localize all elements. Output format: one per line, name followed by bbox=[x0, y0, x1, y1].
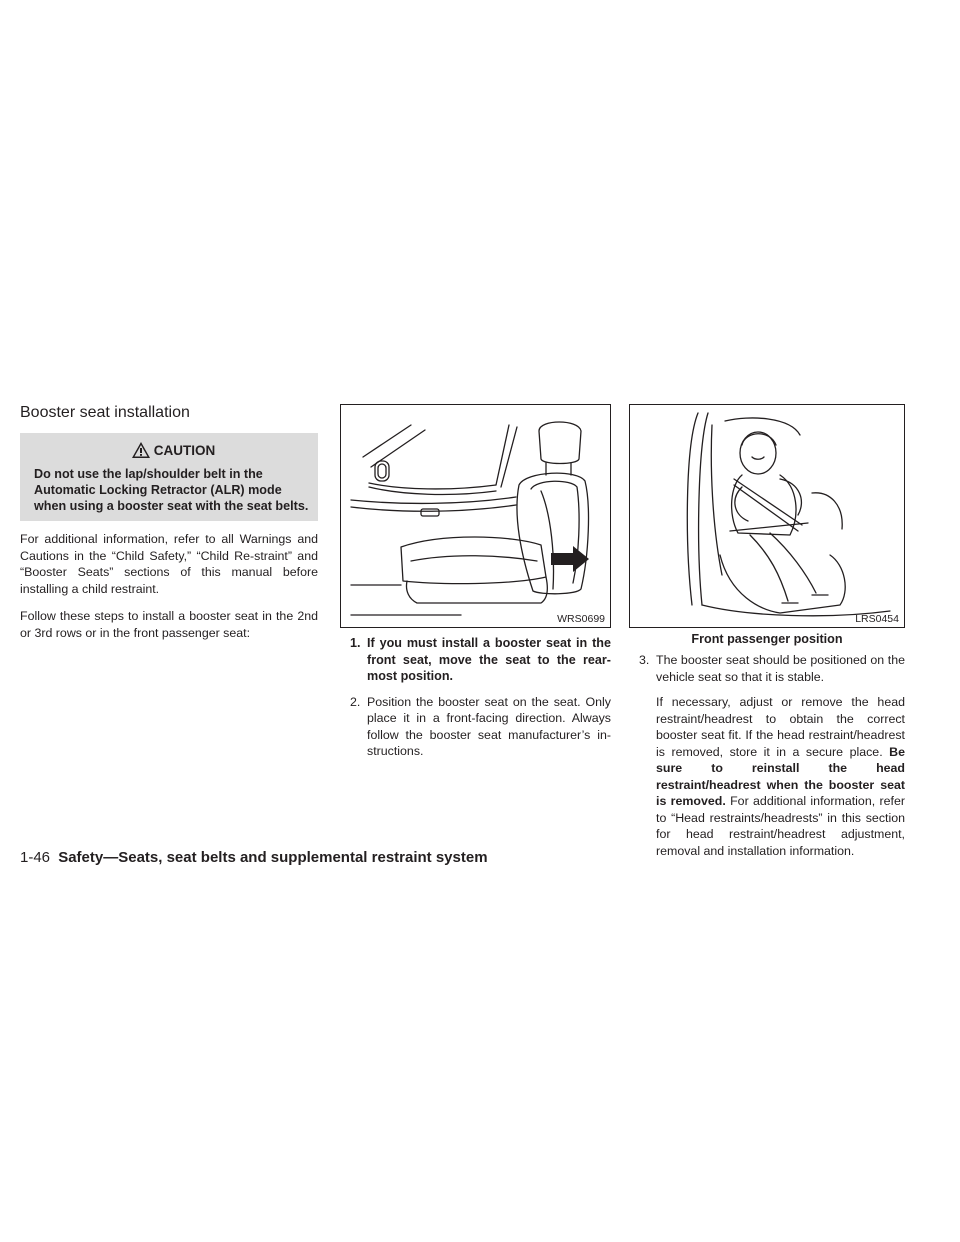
middle-column bbox=[340, 404, 611, 769]
paragraph-follow-steps: Follow these steps to install a booster seat in the 2nd or 3rd rows or in the front passenger seat: bbox=[20, 609, 318, 640]
figure-front-seat bbox=[340, 404, 611, 628]
step-number: 1. bbox=[350, 636, 361, 650]
chapter-title: Safety—Seats, seat belts and supplemental restraint system bbox=[58, 849, 488, 866]
paragraph-additional-info: For additional information, refer to all Warnings and Cautions in the “Child Safety,” “Child Re-straint” and “Booster Seats” sections of this manual before installing a child restraint. bbox=[20, 532, 318, 596]
step-3 bbox=[629, 652, 905, 685]
figure-caption: Front passenger position bbox=[691, 632, 843, 646]
front-seat-illustration bbox=[341, 405, 612, 629]
warning-triangle-icon bbox=[131, 441, 151, 459]
step-3-detail-warning: Be sure to reinstall the head restraint/headrest when the booster seat is removed. bbox=[656, 744, 905, 808]
page-number: 1-46 bbox=[20, 849, 51, 866]
child-booster-seat-illustration bbox=[630, 405, 906, 629]
caution-text: Do not use the lap/shoulder belt in the Automatic Locking Retractor (ALR) mode when using a booster seat with the seat belts. bbox=[34, 467, 309, 513]
figure-code: WRS0699 bbox=[557, 613, 605, 625]
step-text: The booster seat should be positioned on the vehicle seat so that it is stable. bbox=[656, 653, 905, 684]
caution-title: CAUTION bbox=[153, 442, 216, 458]
right-column bbox=[629, 404, 905, 859]
page-footer bbox=[20, 849, 488, 866]
step-text: Position the booster seat on the seat. Only place it in a front-facing direction. Always follow the booster seat manufacturer’s in-structions. bbox=[367, 694, 611, 758]
step-text: If you must install a booster seat in the front seat, move the seat to the rear-most position. bbox=[367, 636, 611, 683]
figure-booster-seat bbox=[629, 404, 905, 628]
step-3-detail bbox=[629, 694, 905, 859]
section-heading: Booster seat installation bbox=[20, 404, 190, 421]
figure-code: LRS0454 bbox=[855, 613, 899, 625]
step-number: 2. bbox=[350, 694, 361, 709]
left-column bbox=[20, 404, 318, 652]
caution-box bbox=[20, 433, 318, 521]
step-3-detail-after: For additional information, refer to “Head restraints/headrests” in this section for head restraint/headrest adjustment, removal and installation information. bbox=[656, 794, 905, 858]
step-2 bbox=[340, 694, 611, 760]
step-1 bbox=[340, 635, 611, 685]
caution-header bbox=[34, 439, 312, 461]
step-3-detail-before: If necessary, adjust or remove the head restraint/headrest to obtain the correct booster seat fit. If the head restraint/headrest is removed, store it in a secure place. bbox=[656, 695, 905, 759]
step-number: 3. bbox=[639, 653, 650, 667]
